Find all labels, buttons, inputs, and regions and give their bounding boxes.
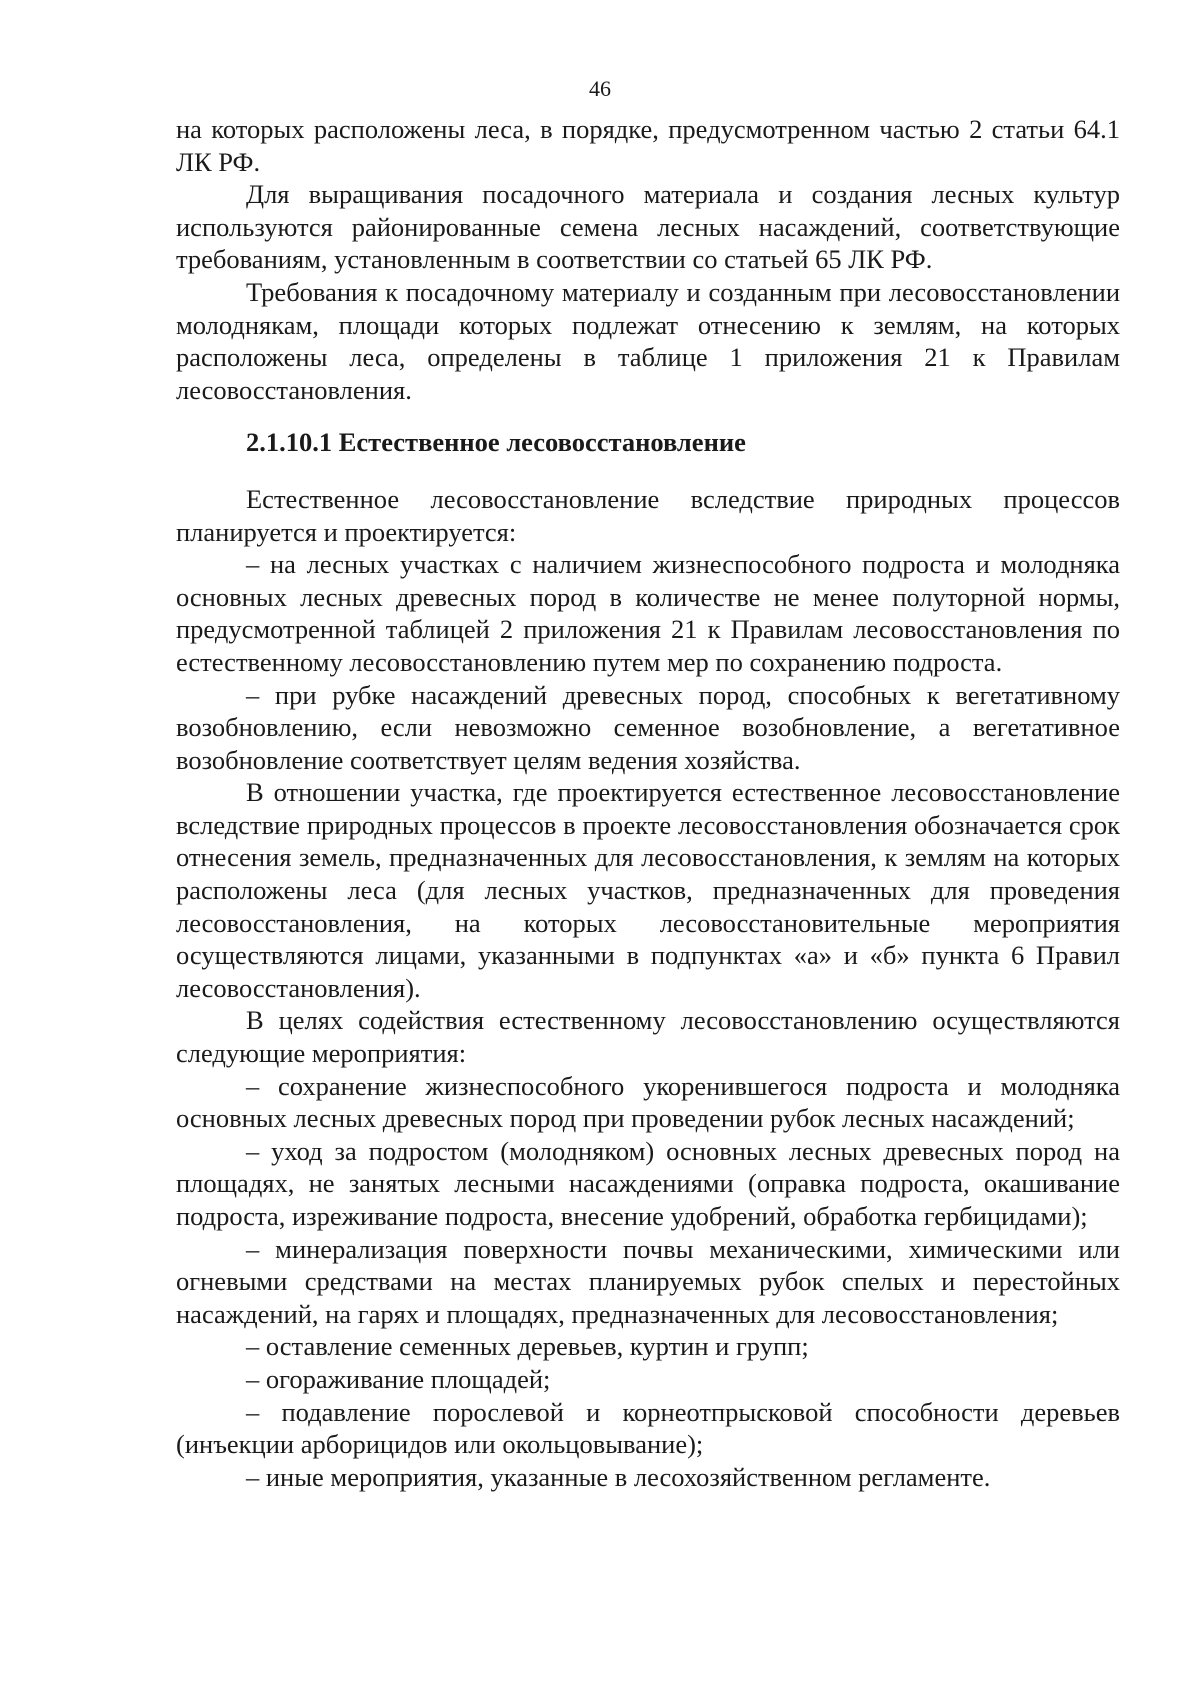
paragraph: В отношении участка, где проектируется естественное лесовосстановление вследствие природных процессов в проекте лесовосстановления обозначается срок отнесения земель, предназначенных для лесовосстановления, к землям на которых расположены леса (для лесных участков, предназначенных для проведения лесовосстановления, на которых лесовосстановительные мероприятия осуществляются лицами, указанными в подпунктах «а» и «б» пункта 6 Правил лесовосстановления). xyxy=(176,777,1120,1003)
list-item: – огораживание площадей; xyxy=(246,1363,551,1394)
list-item: – при рубке насаждений древесных пород, способных к вегетативному возобновлению, если невозможно семенное возобновление, а вегетативное возобновление соответствует целям ведения хозяйства. xyxy=(176,679,1120,775)
list-item: – иные мероприятия, указанные в лесохозяйственном регламенте. xyxy=(246,1461,991,1492)
section-heading: 2.1.10.1 Естественное лесовосстановление xyxy=(246,427,746,458)
paragraph: В целях содействия естественному лесовосстановлению осуществляются следующие мероприятия: xyxy=(176,1005,1120,1069)
list-item: – минерализация поверхности почвы механическими, химическими или огневыми средствами на местах планируемых рубок спелых и перестойных насаждений, на гарях и площадях, предназначенных для лесовосстановления; xyxy=(176,1233,1120,1329)
paragraph: на которых расположены леса, в порядке, предусмотренном частью 2 статьи 64.1 ЛК РФ. xyxy=(176,114,1120,177)
list-item: – подавление порослевой и корнеотпрысковой способности деревьев (инъекции арборицидов или окольцовывание); xyxy=(176,1396,1120,1460)
paragraph: Для выращивания посадочного материала и создания лесных культур используются районированные семена лесных насаждений, соответствующие требованиям, установленным в соответствии со статьей 65 ЛК РФ. xyxy=(176,179,1120,275)
paragraph: Требования к посадочному материалу и созданным при лесовосстановлении молоднякам, площади которых подлежат отнесению к землям, на которых расположены леса, определены в таблице 1 приложения 21 к Правилам лесовосстановления. xyxy=(176,276,1120,405)
page-number: 46 xyxy=(589,76,611,101)
list-item: – уход за подростом (молодняком) основных лесных древесных пород на площадях, не занятых лесными насаждениями (оправка подроста, окашивание подроста, изреживание подроста, внесение удобрений, обработка гербицидами); xyxy=(176,1135,1120,1231)
list-item: – оставление семенных деревьев, куртин и групп; xyxy=(246,1331,809,1362)
document-body xyxy=(176,113,1120,1493)
list-item: – сохранение жизнеспособного укоренившегося подроста и молодняка основных лесных древесных пород при проведении рубок лесных насаждений; xyxy=(176,1070,1120,1134)
list-item: – на лесных участках с наличием жизнеспособного подроста и молодняка основных лесных древесных пород в количестве не менее полуторной нормы, предусмотренной таблицей 2 приложения 21 к Правилам лесовосстановления по естественному лесовосстановлению путем мер по сохранению подроста. xyxy=(176,549,1120,677)
paragraph: Естественное лесовосстановление вследствие природных процессов планируется и проектируется: xyxy=(176,483,1120,547)
